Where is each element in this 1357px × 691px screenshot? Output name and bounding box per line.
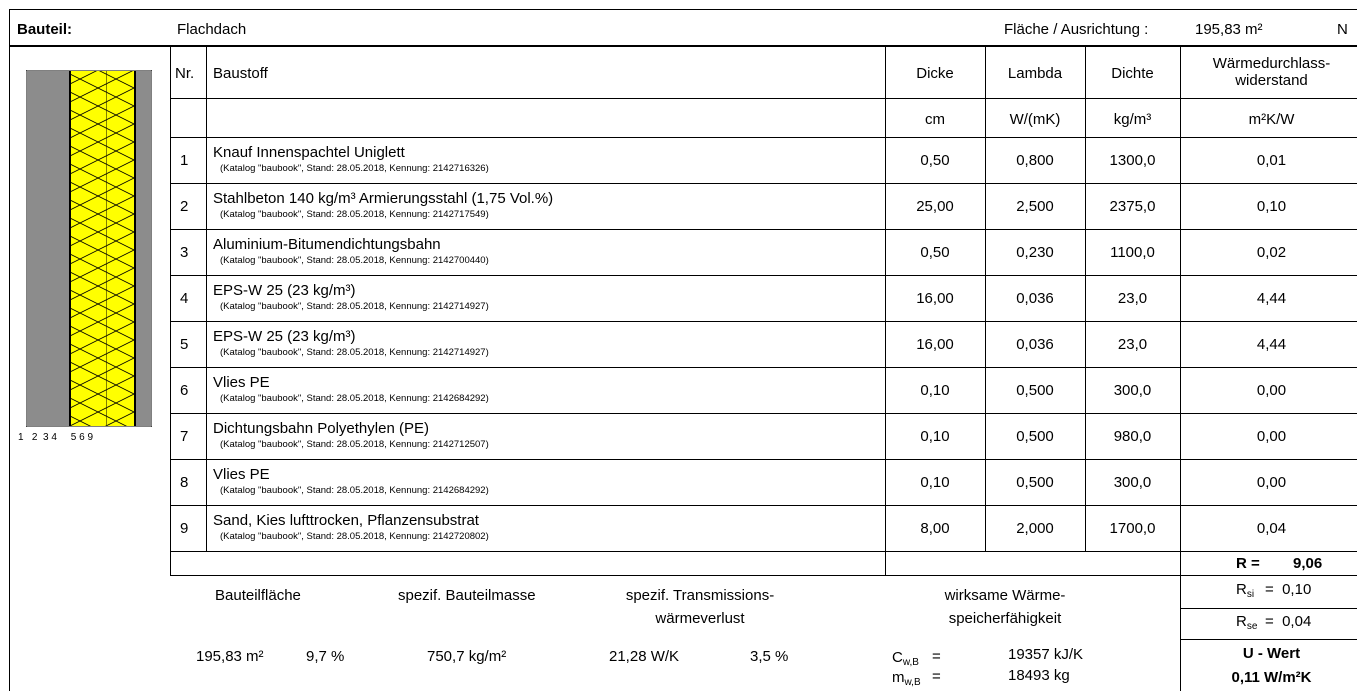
row-widerstand: 0,10 bbox=[1256, 198, 1287, 215]
row-divider bbox=[170, 183, 1357, 184]
layer-membrane bbox=[134, 71, 136, 426]
rsi-divider bbox=[1180, 608, 1357, 609]
row-lambda: 0,036 bbox=[1016, 336, 1054, 353]
row-nr: 3 bbox=[180, 244, 189, 261]
rsi-label: $R_{si}$ bbox=[1236, 581, 1255, 600]
u-wert-value: 0,11 W/m²K bbox=[1231, 669, 1312, 686]
row-dichte: 1300,0 bbox=[1109, 152, 1156, 169]
rse-value: = 0,04 bbox=[1265, 613, 1312, 630]
row-divider bbox=[170, 459, 1357, 460]
row-dichte: 23,0 bbox=[1117, 336, 1148, 353]
mwb-label: $m_{w,B}$ bbox=[892, 669, 921, 688]
row-dicke: 16,00 bbox=[916, 336, 954, 353]
row-divider bbox=[170, 321, 1357, 322]
mwb-eq: = bbox=[932, 668, 941, 685]
row-lambda: 2,000 bbox=[1016, 520, 1054, 537]
row-widerstand: 0,02 bbox=[1256, 244, 1287, 261]
row-lambda: 0,230 bbox=[1016, 244, 1054, 261]
bauteilflaeche-value: 195,83 m² bbox=[196, 648, 264, 665]
unit-dicke: cm bbox=[925, 111, 945, 128]
row-nr: 4 bbox=[180, 290, 189, 307]
col-lambda: Lambda bbox=[1007, 65, 1063, 82]
row-katalog: (Katalog "baubook", Stand: 28.05.2018, Kennung: 2142684292) bbox=[220, 485, 489, 496]
bauteil-value: Flachdach bbox=[177, 21, 247, 38]
row-nr: 1 bbox=[180, 152, 189, 169]
cwb-value: 19357 kJ/K bbox=[1008, 646, 1084, 663]
row-dichte: 23,0 bbox=[1117, 290, 1148, 307]
row-katalog: (Katalog "baubook", Stand: 28.05.2018, Kennung: 2142714927) bbox=[220, 347, 489, 358]
row-dichte: 300,0 bbox=[1113, 382, 1152, 399]
row-dicke: 0,10 bbox=[920, 428, 950, 445]
row-nr: 7 bbox=[180, 428, 189, 445]
row-widerstand: 0,00 bbox=[1256, 382, 1287, 399]
row-lambda: 0,500 bbox=[1016, 428, 1054, 445]
layer-diagram bbox=[26, 70, 152, 427]
dichte-col-border bbox=[1180, 45, 1181, 691]
flaeche-label: Fläche / Ausrichtung : bbox=[1004, 21, 1149, 38]
summary-divider bbox=[170, 575, 1357, 576]
row-dicke: 0,50 bbox=[920, 244, 950, 261]
col-dichte: Dichte bbox=[1111, 65, 1154, 82]
row-katalog: (Katalog "baubook", Stand: 28.05.2018, Kennung: 2142684292) bbox=[220, 393, 489, 404]
col-dicke: Dicke bbox=[916, 65, 954, 82]
row-widerstand: 0,00 bbox=[1256, 428, 1287, 445]
layer-sand bbox=[136, 71, 151, 426]
row-nr: 9 bbox=[180, 520, 189, 537]
row-baustoff: EPS-W 25 (23 kg/m³) bbox=[213, 328, 356, 345]
bauteilmasse-value: 750,7 kg/m² bbox=[427, 648, 507, 665]
row-katalog: (Katalog "baubook", Stand: 28.05.2018, Kennung: 2142700440) bbox=[220, 255, 489, 266]
transmission-pct: 3,5 % bbox=[750, 648, 789, 665]
bauteilflaeche-pct: 9,7 % bbox=[306, 648, 345, 665]
row-baustoff: Sand, Kies lufttrocken, Pflanzensubstrat bbox=[213, 512, 479, 529]
transmission-value: 21,28 W/K bbox=[609, 648, 680, 665]
row-dichte: 980,0 bbox=[1113, 428, 1152, 445]
col-widerstand-2: widerstand bbox=[1235, 72, 1308, 89]
row-divider bbox=[170, 229, 1357, 230]
transmission-label-2: wärmeverlust bbox=[655, 610, 745, 627]
layer-numbers: 1 2 3 4 5 6 9 bbox=[18, 432, 94, 443]
row-nr: 2 bbox=[180, 198, 189, 215]
rse-divider bbox=[1180, 639, 1357, 640]
row-dicke: 0,50 bbox=[920, 152, 950, 169]
row-dicke: 0,10 bbox=[920, 382, 950, 399]
row-baustoff: EPS-W 25 (23 kg/m³) bbox=[213, 282, 356, 299]
layer-eps-2 bbox=[107, 71, 134, 426]
col-baustoff: Baustoff bbox=[213, 65, 268, 82]
speicher-label-2: speicherfähigkeit bbox=[948, 610, 1062, 627]
row-lambda: 2,500 bbox=[1016, 198, 1054, 215]
bauteilflaeche-label: Bauteilfläche bbox=[215, 587, 301, 604]
transmission-label-1: spezif. Transmissions- bbox=[625, 587, 775, 604]
row-katalog: (Katalog "baubook", Stand: 28.05.2018, Kennung: 2142714927) bbox=[220, 301, 489, 312]
cwb-label: $C_{w,B}$ bbox=[892, 649, 919, 668]
row-dichte: 2375,0 bbox=[1109, 198, 1156, 215]
row-divider bbox=[170, 505, 1357, 506]
col-widerstand-1: Wärmedurchlass- bbox=[1212, 55, 1331, 72]
row-lambda: 0,500 bbox=[1016, 474, 1054, 491]
row-divider bbox=[170, 367, 1357, 368]
r-total-label: R = bbox=[1236, 555, 1260, 572]
row-katalog: (Katalog "baubook", Stand: 28.05.2018, Kennung: 2142717549) bbox=[220, 209, 489, 220]
row-baustoff: Dichtungsbahn Polyethylen (PE) bbox=[213, 420, 429, 437]
col-nr: Nr. bbox=[175, 65, 195, 82]
speicher-label-1: wirksame Wärme- bbox=[944, 587, 1066, 604]
row-nr: 8 bbox=[180, 474, 189, 491]
row-nr: 5 bbox=[180, 336, 189, 353]
bauteilmasse-label: spezif. Bauteilmasse bbox=[398, 587, 536, 604]
row-nr: 6 bbox=[180, 382, 189, 399]
layer-concrete bbox=[27, 71, 69, 426]
rsi-value: = 0,10 bbox=[1265, 581, 1312, 598]
units-row-divider bbox=[170, 137, 1357, 138]
r-total-value: 9,06 bbox=[1293, 555, 1323, 572]
unit-widerstand: m²K/W bbox=[1248, 111, 1295, 128]
row-dicke: 16,00 bbox=[916, 290, 954, 307]
row-divider bbox=[170, 413, 1357, 414]
row-widerstand: 4,44 bbox=[1256, 290, 1287, 307]
row-katalog: (Katalog "baubook", Stand: 28.05.2018, Kennung: 2142716326) bbox=[220, 163, 489, 174]
totals-divider bbox=[170, 551, 1357, 552]
nr-col-border bbox=[206, 45, 207, 551]
rse-label: $R_{se}$ bbox=[1236, 613, 1258, 632]
u-wert-label: U - Wert bbox=[1242, 645, 1301, 662]
row-widerstand: 4,44 bbox=[1256, 336, 1287, 353]
row-dichte: 300,0 bbox=[1113, 474, 1152, 491]
row-dicke: 25,00 bbox=[916, 198, 954, 215]
flaeche-value: 195,83 m² bbox=[1195, 21, 1263, 38]
layer-bitumen bbox=[69, 71, 71, 426]
row-katalog: (Katalog "baubook", Stand: 28.05.2018, Kennung: 2142712507) bbox=[220, 439, 489, 450]
layer-cross-section bbox=[26, 70, 152, 427]
row-katalog: (Katalog "baubook", Stand: 28.05.2018, Kennung: 2142720802) bbox=[220, 531, 489, 542]
row-baustoff: Vlies PE bbox=[213, 374, 270, 391]
layer-eps-1 bbox=[71, 71, 107, 426]
row-dicke: 8,00 bbox=[920, 520, 950, 537]
row-baustoff: Aluminium-Bitumendichtungsbahn bbox=[213, 236, 441, 253]
ausrichtung-value: N bbox=[1337, 21, 1348, 38]
mwb-value: 18493 kg bbox=[1008, 667, 1070, 684]
row-dichte: 1100,0 bbox=[1110, 244, 1155, 261]
row-baustoff: Vlies PE bbox=[213, 466, 270, 483]
table-left-border bbox=[170, 45, 171, 575]
row-baustoff: Stahlbeton 140 kg/m³ Armierungsstahl (1,75 Vol.%) bbox=[213, 190, 554, 207]
unit-dichte: kg/m³ bbox=[1113, 111, 1152, 128]
bauteil-label: Bauteil: bbox=[17, 21, 73, 38]
unit-lambda: W/(mK) bbox=[1009, 111, 1061, 128]
row-widerstand: 0,01 bbox=[1256, 152, 1287, 169]
row-lambda: 0,036 bbox=[1016, 290, 1054, 307]
row-widerstand: 0,04 bbox=[1256, 520, 1287, 537]
row-dicke: 0,10 bbox=[920, 474, 950, 491]
row-widerstand: 0,00 bbox=[1256, 474, 1287, 491]
row-lambda: 0,500 bbox=[1016, 382, 1054, 399]
header-row-divider bbox=[170, 98, 1357, 99]
row-baustoff: Knauf Innenspachtel Uniglett bbox=[213, 144, 405, 161]
row-divider bbox=[170, 275, 1357, 276]
cwb-eq: = bbox=[932, 648, 941, 665]
header-divider bbox=[9, 45, 1357, 47]
row-dichte: 1700,0 bbox=[1109, 520, 1156, 537]
row-lambda: 0,800 bbox=[1016, 152, 1054, 169]
